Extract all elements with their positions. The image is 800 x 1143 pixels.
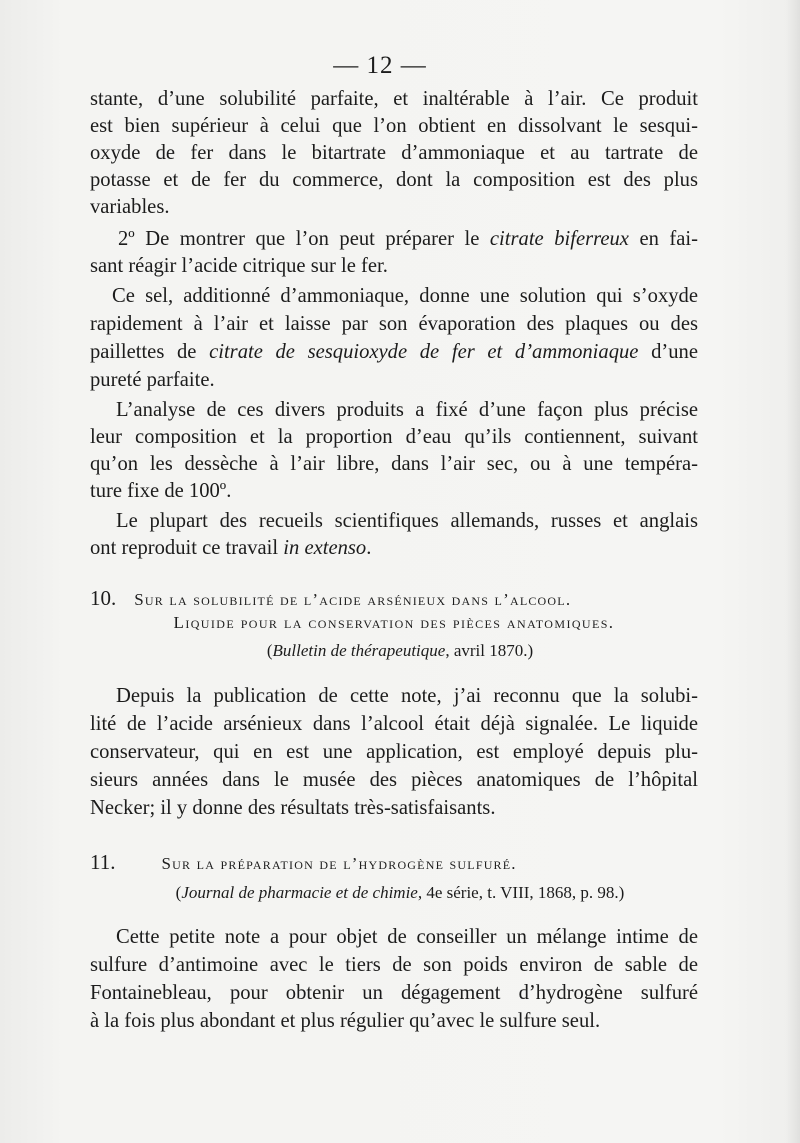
section-10-body-line-3: conservateur, qui en est une application, est employé depuis plu-	[90, 741, 698, 763]
paragraph-1-line-4: potasse et de fer du commerce, dont la composition est des plus	[90, 169, 698, 191]
paragraph-1-line-5: variables.	[90, 196, 170, 218]
page-edge-shadow	[786, 0, 800, 1143]
section-11-citation-open: (	[175, 883, 182, 902]
section-10-citation	[150, 640, 650, 662]
paragraph-4-line-1: L’analyse de ces divers produits a fixé d’une façon plus précise	[116, 399, 698, 421]
section-11-title: Sur la préparation de l’hydrogène sulfuré.	[161, 854, 517, 873]
section-10-body-line-2: lité de l’acide arsénieux dans l’alcool était déjà signalée. Le liquide	[90, 713, 698, 735]
section-10-title-line-2: Liquide pour la conservation des pièces anatomiques.	[173, 613, 615, 632]
section-10-citation-journal: Bulletin de thérapeutique	[272, 641, 446, 660]
section-10-heading	[90, 586, 698, 612]
page-number: — 12 —	[333, 52, 427, 79]
paragraph-1-line-2: est bien supérieur à celui que l’on obtient en dissolvant le sesqui-	[90, 115, 698, 137]
paragraph-2-text-a: 2º De montrer que l’on peut préparer le	[118, 228, 490, 250]
section-11-body-line-1: Cette petite note a pour objet de conseiller un mélange intime de	[116, 926, 698, 948]
paragraph-3-line-2: rapidement à l’air et laisse par son évaporation des plaques ou des	[90, 313, 698, 335]
section-10-citation-rest: , avril 1870.)	[445, 641, 534, 660]
section-11-citation-journal: Journal de pharmacie et de chimie	[181, 883, 418, 902]
paragraph-3-line-4: pureté parfaite.	[90, 369, 215, 391]
section-10-number: 10.	[90, 586, 117, 610]
section-10-title-line-1: Sur la solubilité de l’acide arsénieux dans l’alcool.	[134, 590, 572, 609]
paragraph-2-line-2: sant réagir l’acide citrique sur le fer.	[90, 255, 388, 277]
paragraph-1-line-3: oxyde de fer dans le bitartrate d’ammoniaque et au tartrate de	[90, 142, 698, 164]
section-11-citation-rest: , 4e série, t. VIII, 1868, p. 98.)	[417, 883, 625, 902]
section-11-number: 11.	[90, 850, 116, 874]
paragraph-5-text-a: ont reproduit ce travail	[90, 537, 284, 559]
section-11-body-line-3: Fontainebleau, pour obtenir un dégagement d’hydrogène sulfuré	[90, 982, 698, 1004]
paragraph-3-text-a: paillettes de	[90, 341, 210, 363]
section-10-body-line-1: Depuis la publication de cette note, j’ai reconnu que la solubi-	[116, 685, 698, 707]
section-11-heading	[90, 850, 698, 876]
section-11-citation	[120, 882, 680, 904]
paragraph-4-line-3: qu’on les dessèche à l’air libre, dans l’air sec, ou à une tempéra-	[90, 453, 698, 475]
section-10-body-line-5: Necker; il y donne des résultats très-satisfaisants.	[90, 797, 496, 819]
paragraph-4-line-2: leur composition et la proportion d’eau qu’ils contiennent, suivant	[90, 426, 698, 448]
paragraph-2-italic: citrate biferreux	[489, 228, 629, 250]
paragraph-3-italic: citrate de sesquioxyde de fer et d’ammoniaque	[209, 341, 639, 363]
paragraph-5-line-1: Le plupart des recueils scientifiques allemands, russes et anglais	[116, 510, 698, 532]
paragraph-3-text-b: d’une	[638, 341, 698, 363]
paragraph-1-line-1: stante, d’une solubilité parfaite, et inaltérable à l’air. Ce produit	[90, 88, 698, 110]
paragraph-2-text-b: en fai-	[628, 228, 699, 250]
paragraph-2-line-1	[118, 227, 698, 253]
paragraph-3-line-1: Ce sel, additionné d’ammoniaque, donne une solution qui s’oxyde	[112, 285, 698, 307]
paragraph-5-text-b: .	[366, 537, 372, 559]
paragraph-5-italic: in extenso	[283, 537, 367, 559]
paragraph-3-line-3	[90, 340, 698, 366]
paragraph-4-line-4: ture fixe de 100º.	[90, 480, 232, 502]
section-11-body-line-4: à la fois plus abondant et plus régulier qu’avec le sulfure seul.	[90, 1010, 601, 1032]
paragraph-5-line-2	[90, 536, 698, 562]
section-10-body-line-4: sieurs années dans le musée des pièces anatomiques de l’hôpital	[90, 769, 698, 791]
section-10-citation-open: (	[266, 641, 273, 660]
section-11-body-line-2: sulfure d’antimoine avec le tiers de son poids environ de sable de	[90, 954, 698, 976]
